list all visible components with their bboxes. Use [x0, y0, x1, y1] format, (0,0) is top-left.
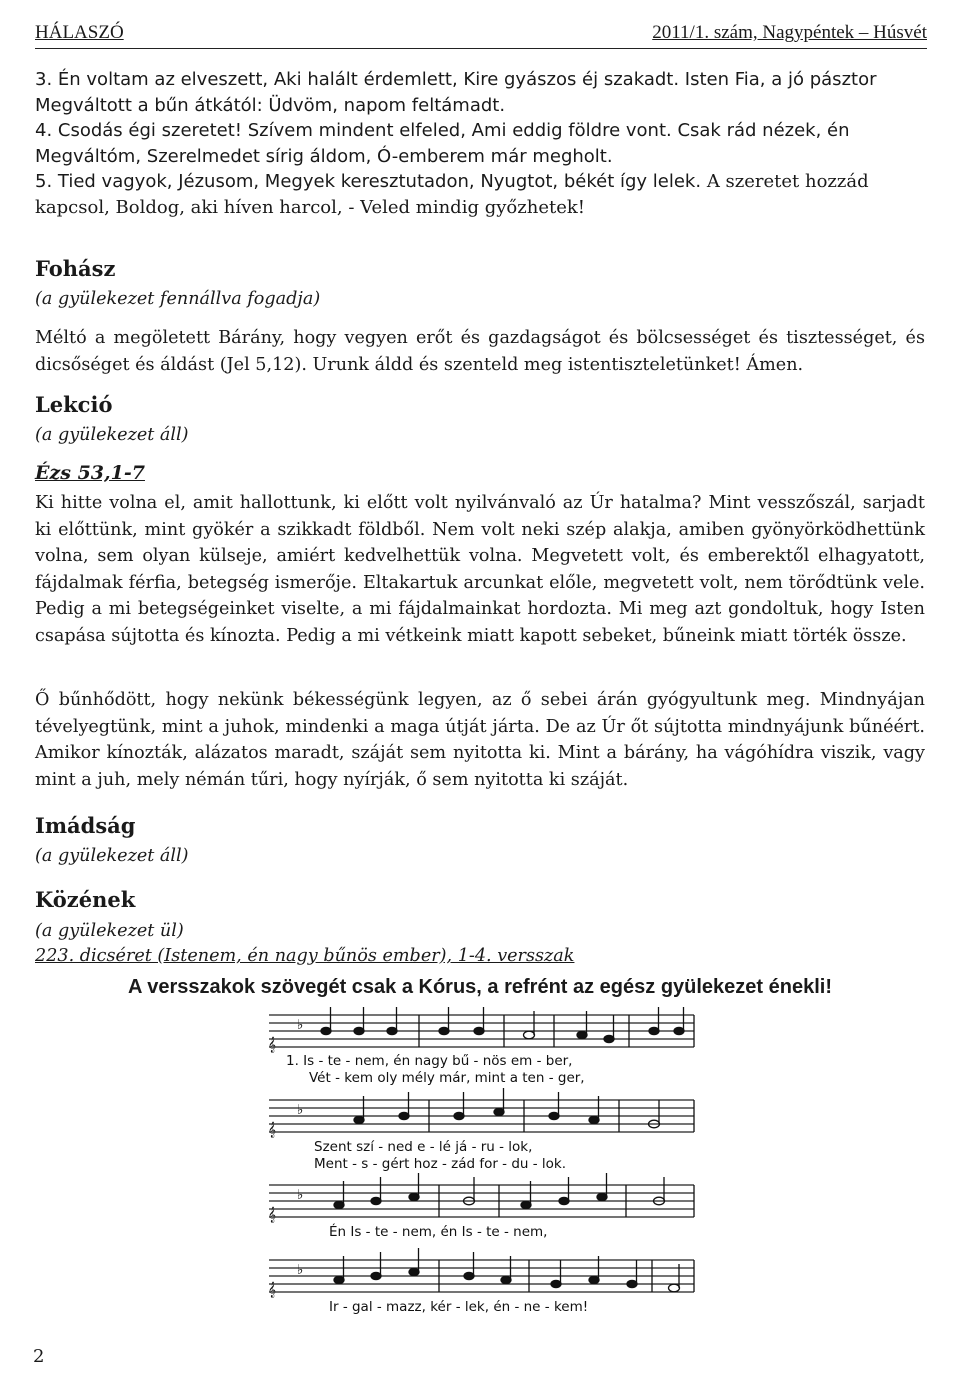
verse-5-part-a: 5. Tied vagyok, Jézusom, Megyek keresztutadon, Nyugtot, békét így lelek.: [35, 171, 702, 193]
verse-5-part-b: A szeretet hozzád: [706, 171, 869, 193]
flat-icon: ♭: [297, 1187, 304, 1203]
lekcio-instruction: (a gyülekezet áll): [35, 425, 189, 445]
treble-clef-icon: 𝄞: [268, 1282, 276, 1298]
hymn-verses: [35, 67, 925, 221]
lyrics-staff-4-line-1: Ir - gal - mazz, kér - lek, én - ne - kem!: [329, 1299, 589, 1315]
header-publication: HÁLASZÓ: [35, 22, 124, 43]
choir-notice: A versszakok szövegét csak a Kórus, a refrént az egész gyülekezet énekli!: [127, 976, 833, 998]
fohasz-instruction: (a gyülekezet fennállva fogadja): [35, 289, 321, 309]
verse-4-line-2: Megváltóm, Szerelmedet sírig áldom, Ó-emberem már megholt.: [35, 145, 613, 167]
flat-icon: ♭: [297, 1262, 304, 1278]
imadsag-heading: Imádság: [35, 813, 136, 838]
lekcio-paragraph-1: Ki hitte volna el, amit hallottunk, ki előtt volt nyilvánvaló az Úr hatalma? Mint vesszőszál, sarjadt ki előttünk, mint gyökér a szikkadt földből. Nem volt neki szép alakja, amiben gyönyörködhettünk volna, sem olyan külseje, amiért kedvelhettük volna. Megvetett volt, és emberektől elhagyatott, fájdalmak férfia, betegség ismerője. Eltakartuk arcunkat előle, megvetett volt, nem törődtünk vele. Pedig a mi betegségeinket viselte, a mi fájdalmainkat hordozta. Mi meg azt gondoltuk, hogy Isten csapása sújtotta és kínozta. Pedig a mi vétkeink miatt kapott sebeket, bűneink miatt törték össze.: [35, 493, 925, 646]
lekcio-heading: Lekció: [35, 392, 113, 417]
verse-5-line-1: [35, 169, 925, 195]
flat-icon: ♭: [297, 1017, 304, 1033]
fohasz-heading: Fohász: [35, 256, 116, 281]
lyrics-staff-3-line-1: Én Is - te - nem, én Is - te - nem,: [329, 1224, 548, 1240]
kozenek-instruction: (a gyülekezet ül): [35, 921, 184, 941]
treble-clef-icon: 𝄞: [268, 1122, 276, 1138]
verse-5-line-2: kapcsol, Boldog, aki híven harcol, - Veled mindig győzhetek!: [35, 196, 585, 218]
fohasz-text: Méltó a megöletett Bárány, hogy vegyen erőt és gazdagságot és bölcsességet és tisztességet, és dicsőséget és áldást (Jel 5,12). Urunk áldd és szenteld meg istentiszteletünket! Ámen.: [35, 328, 925, 375]
lyrics-staff-1-line-2: Vét - kem oly mély már, mint a ten - ger,: [309, 1070, 585, 1086]
lyrics-staff-1-line-1: 1. Is - te - nem, én nagy bű - nös em - ber,: [286, 1053, 573, 1069]
treble-clef-icon: 𝄞: [268, 1037, 276, 1053]
flat-icon: ♭: [297, 1102, 304, 1118]
sheet-music: [264, 1005, 704, 1330]
lyrics-staff-2-line-1: Szent szí - ned e - lé já - ru - lok,: [314, 1139, 533, 1155]
verse-3-line-2: Megváltott a bűn átkától: Üdvöm, napom feltámadt.: [35, 94, 506, 116]
lekcio-paragraph-2: Ő bűnhődött, hogy nekünk békességünk legyen, az ő sebei árán gyógyultunk meg. Mindnyájan tévelyegtünk, mint a juhok, mindenki a maga útját járta. De az Úr őt sújtotta mindnyájunk bűnéért. Amikor kínozták, alázatos maradt, száját sem nyitotta ki. Mint a bárány, ha vágóhídra viszik, vagy mint a juh, mely némán tűri, hogy nyírják, ő sem nyitotta ki száját.: [35, 690, 925, 790]
scripture-reference: Ézs 53,1-7: [35, 462, 145, 484]
page-header: [35, 18, 927, 49]
verse-3-line-1: 3. Én voltam az elveszett, Aki halált érdemlett, Kire gyászos éj szakadt. Isten Fia, a jó pásztor: [35, 69, 877, 90]
treble-clef-icon: 𝄞: [268, 1207, 276, 1223]
page-number: 2: [33, 1346, 45, 1367]
verse-4-line-1: 4. Csodás égi szeretet! Szívem mindent elfeled, Ami eddig földre vont. Csak rád nézek, én: [35, 120, 850, 142]
imadsag-instruction: (a gyülekezet áll): [35, 846, 189, 866]
header-issue: 2011/1. szám, Nagypéntek – Húsvét: [652, 22, 927, 43]
lyrics-staff-2-line-2: Ment - s - gért hoz - zád for - du - lok.: [314, 1156, 567, 1172]
kozenek-heading: Közének: [35, 887, 136, 912]
song-reference: 223. dicséret (Istenem, én nagy bűnös ember), 1-4. versszak: [35, 946, 575, 966]
